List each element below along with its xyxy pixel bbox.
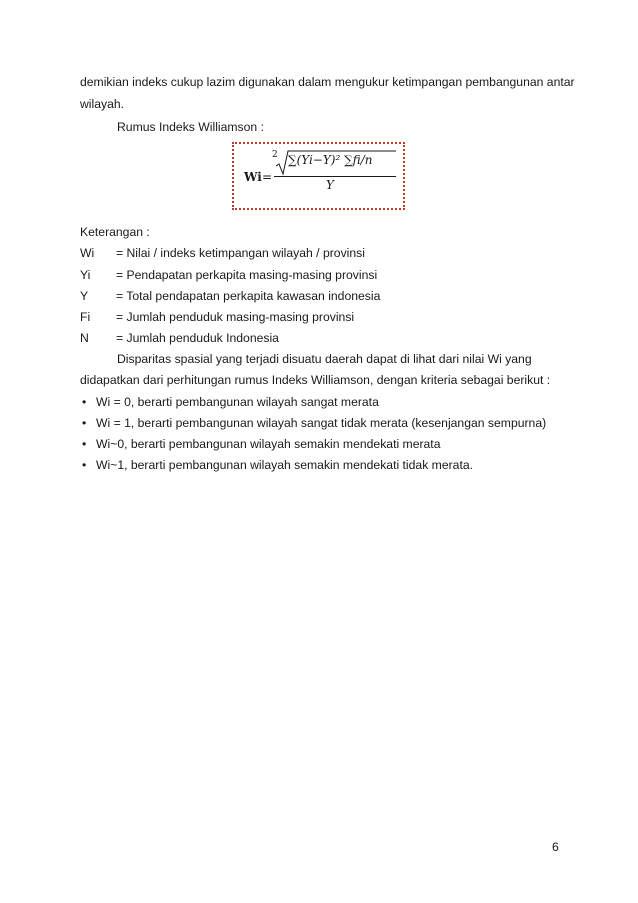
bullet-icon: •	[82, 416, 87, 430]
formula-root-degree: 2	[272, 150, 278, 160]
definition-text: = Nilai / indeks ketimpangan wilayah / provinsi	[116, 246, 365, 260]
definition-text: = Total pendapatan perkapita kawasan indonesia	[116, 289, 381, 303]
definition-symbol: N	[80, 331, 89, 345]
intro-paragraph-line-2: wilayah.	[80, 97, 125, 111]
disparity-paragraph-line-2: didapatkan dari perhitungan rumus Indeks Williamson, dengan kriteria sebagai berikut :	[80, 373, 551, 387]
fraction-bar	[274, 176, 396, 177]
bullet-icon: •	[82, 395, 87, 409]
definition-symbol: Fi	[80, 310, 91, 324]
definition-text: = Jumlah penduduk masing-masing provinsi	[116, 310, 355, 324]
definition-symbol: Yi	[80, 268, 91, 282]
criteria-text: Wi~1, berarti pembangunan wilayah semakin mendekati tidak merata.	[96, 458, 473, 472]
intro-paragraph-line-1: demikian indeks cukup lazim digunakan dalam mengukur ketimpangan pembangunan antar	[80, 75, 575, 89]
williamson-formula-box	[232, 142, 405, 210]
formula-numerator: ∑(Yi−Y)² ∑fi/n	[288, 153, 373, 167]
definition-text: = Jumlah penduduk Indonesia	[116, 331, 279, 345]
bullet-icon: •	[82, 437, 87, 451]
definition-symbol: Y	[80, 289, 89, 303]
formula-equals: =	[262, 170, 273, 184]
criteria-text: Wi = 0, berarti pembangunan wilayah sangat merata	[96, 395, 379, 409]
page-number: 6	[552, 840, 559, 854]
criteria-text: Wi = 1, berarti pembangunan wilayah sangat tidak merata (kesenjangan sempurna)	[96, 416, 547, 430]
formula-denominator: Y	[326, 178, 334, 192]
definition-text: = Pendapatan perkapita masing-masing provinsi	[116, 268, 378, 282]
legend-heading: Keterangan :	[80, 225, 150, 239]
disparity-paragraph-line-1: Disparitas spasial yang terjadi disuatu daerah dapat di lihat dari nilai Wi yang	[117, 352, 532, 366]
formula-lhs: Wi	[244, 170, 262, 184]
criteria-text: Wi~0, berarti pembangunan wilayah semakin mendekati merata	[96, 437, 441, 451]
definition-symbol: Wi	[80, 246, 95, 260]
bullet-icon: •	[82, 458, 87, 472]
formula-heading: Rumus Indeks Williamson :	[117, 120, 264, 134]
